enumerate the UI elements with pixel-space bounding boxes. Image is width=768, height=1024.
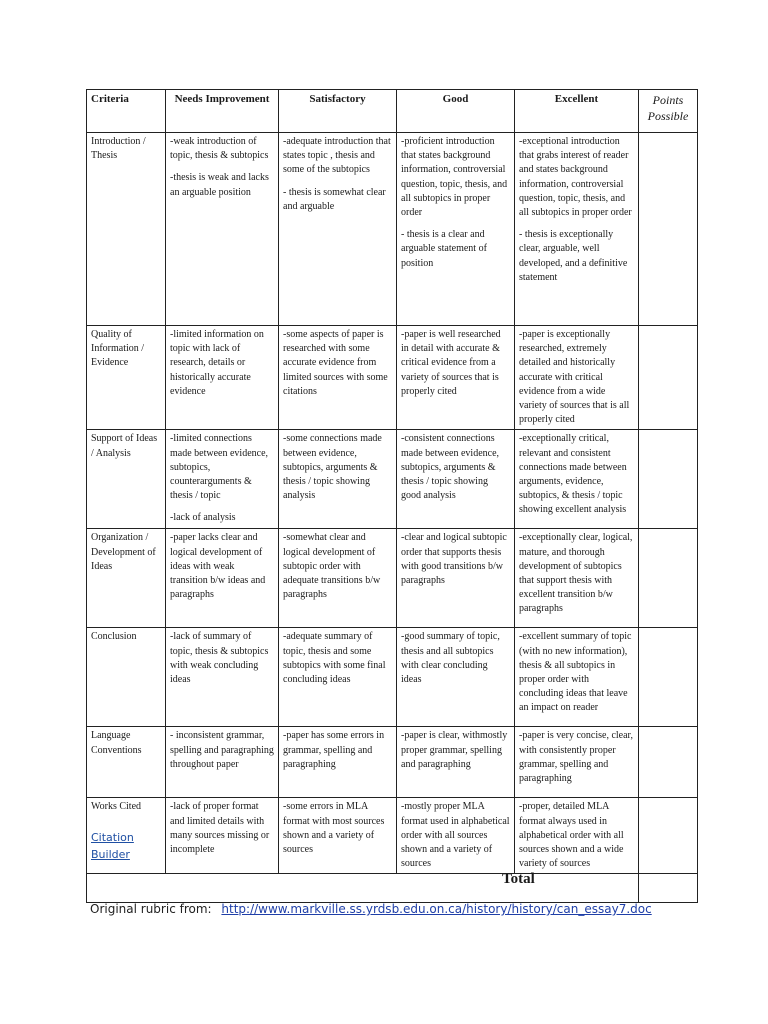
excellent-cell: -proper, detailed MLA format always used in alphabetical order with all sources shown and a wide variety of sources (515, 798, 639, 874)
header-criteria: Criteria (87, 90, 166, 133)
criterion-label: Works Cited (91, 801, 142, 813)
needs-improvement-cell: -lack of summary of topic, thesis & subtopics with weak concluding ideas (166, 628, 279, 727)
descriptor-text: -thesis is weak and lacks an arguable position (170, 172, 269, 198)
satisfactory-cell (279, 133, 397, 326)
needs-improvement-cell (166, 133, 279, 326)
satisfactory-cell: -adequate summary of topic, thesis and some subtopics with some final concluding ideas (279, 628, 397, 727)
excellent-cell (515, 133, 639, 326)
satisfactory-cell: -some connections made between evidence, subtopics, arguments & thesis / topic showing analysis (279, 430, 397, 529)
good-cell: -clear and logical subtopic order that supports thesis with good transitions b/w paragraphs (397, 529, 515, 628)
points-cell[interactable] (639, 430, 698, 529)
rubric-row-organization (87, 529, 698, 628)
satisfactory-cell: -paper has some errors in grammar, spelling and paragraphing (279, 727, 397, 798)
criterion-label: Quality of Information / Evidence (87, 326, 166, 430)
excellent-cell: -paper is very concise, clear, with consistently proper grammar, spelling and paragraphing (515, 727, 639, 798)
needs-improvement-cell: -limited information on topic with lack of research, details or historically accurate evidence (166, 326, 279, 430)
header-excellent: Excellent (515, 90, 639, 133)
footer (90, 902, 652, 916)
total-points-cell[interactable] (639, 874, 698, 903)
descriptor-text: -weak introduction of topic, thesis & subtopics (170, 136, 269, 162)
points-cell[interactable] (639, 133, 698, 326)
needs-improvement-cell: - inconsistent grammar, spelling and paragraphing throughout paper (166, 727, 279, 798)
citation-builder-link[interactable]: Citation Builder (91, 830, 134, 861)
good-cell: -mostly proper MLA format used in alphabetical order with all sources shown and a variety of sources (397, 798, 515, 874)
descriptor-text: -lack of analysis (170, 512, 236, 524)
rubric-table (86, 89, 698, 903)
criterion-label: Support of Ideas / Analysis (87, 430, 166, 529)
descriptor-text: -adequate introduction that states topic , thesis and some of the subtopics (283, 136, 391, 176)
header-points-possible: Points Possible (639, 90, 698, 133)
satisfactory-cell: -some aspects of paper is researched with some accurate evidence from limited sources with some citations (279, 326, 397, 430)
points-cell[interactable] (639, 326, 698, 430)
excellent-cell: -excellent summary of topic (with no new information), thesis & all subtopics in proper order with concluding ideas that leave an impact on reader (515, 628, 639, 727)
criterion-label: Organization / Development of Ideas (87, 529, 166, 628)
total-row (87, 874, 698, 903)
excellent-cell: -exceptionally clear, logical, mature, and thorough development of subtopics that support thesis with excellent transition b/w paragraphs (515, 529, 639, 628)
header-row (87, 90, 698, 133)
needs-improvement-cell: -paper lacks clear and logical development of ideas with weak transition b/w ideas and paragraphs (166, 529, 279, 628)
header-satisfactory: Satisfactory (279, 90, 397, 133)
excellent-cell: -exceptionally critical, relevant and consistent connections made between arguments, evidence, subtopics, & thesis / topic showing excellent analysis (515, 430, 639, 529)
criterion-label: Language Conventions (87, 727, 166, 798)
rubric-row-quality (87, 326, 698, 430)
good-cell: -paper is well researched in detail with accurate & critical evidence from a variety of sources that is properly cited (397, 326, 515, 430)
descriptor-text: -exceptional introduction that grabs interest of reader and states background information, controversial question, topic, thesis, and all subtopics in proper order (519, 136, 632, 219)
points-cell[interactable] (639, 727, 698, 798)
good-cell: -good summary of topic, thesis and all subtopics with clear concluding ideas (397, 628, 515, 727)
header-good: Good (397, 90, 515, 133)
total-label: Total (502, 871, 535, 887)
descriptor-text: - thesis is somewhat clear and arguable (283, 186, 386, 212)
good-cell: -paper is clear, withmostly proper grammar, spelling and paragraphing (397, 727, 515, 798)
needs-improvement-cell: -lack of proper format and limited details with many sources missing or incomplete (166, 798, 279, 874)
descriptor-text: -proficient introduction that states background information, controversial question, topic, thesis, and all subtopics in proper order (401, 136, 508, 219)
points-cell[interactable] (639, 529, 698, 628)
criterion-cell (87, 798, 166, 874)
total-label-cell (87, 874, 639, 903)
original-rubric-link[interactable]: http://www.markville.ss.yrdsb.edu.on.ca/history/history/can_essay7.doc (221, 902, 652, 916)
satisfactory-cell: -some errors in MLA format with most sources shown and a variety of sources (279, 798, 397, 874)
points-cell[interactable] (639, 628, 698, 727)
descriptor-text: - thesis is a clear and arguable statement of position (401, 229, 487, 269)
good-cell (397, 133, 515, 326)
footer-prefix: Original rubric from: (90, 902, 212, 916)
descriptor-text: -limited connections made between evidence, subtopics, counterarguments & thesis / topic (170, 433, 269, 502)
criterion-label: Introduction / Thesis (87, 133, 166, 326)
rubric-row-language (87, 727, 698, 798)
rubric-row-conclusion (87, 628, 698, 727)
needs-improvement-cell (166, 430, 279, 529)
rubric-row-introduction (87, 133, 698, 326)
good-cell: -consistent connections made between evidence, subtopics, arguments & thesis / topic showing good analysis (397, 430, 515, 529)
criterion-label: Conclusion (87, 628, 166, 727)
satisfactory-cell: -somewhat clear and logical development of subtopic order with adequate transitions b/w paragraphs (279, 529, 397, 628)
points-cell[interactable] (639, 798, 698, 874)
excellent-cell: -paper is exceptionally researched, extremely detailed and historically accurate with critical evidence from a wide variety of sources that is all properly cited (515, 326, 639, 430)
rubric-row-support (87, 430, 698, 529)
header-needs-improvement: Needs Improvement (166, 90, 279, 133)
rubric-row-works-cited (87, 798, 698, 874)
descriptor-text: - thesis is exceptionally clear, arguable, well developed, and a definitive statement (519, 229, 628, 283)
